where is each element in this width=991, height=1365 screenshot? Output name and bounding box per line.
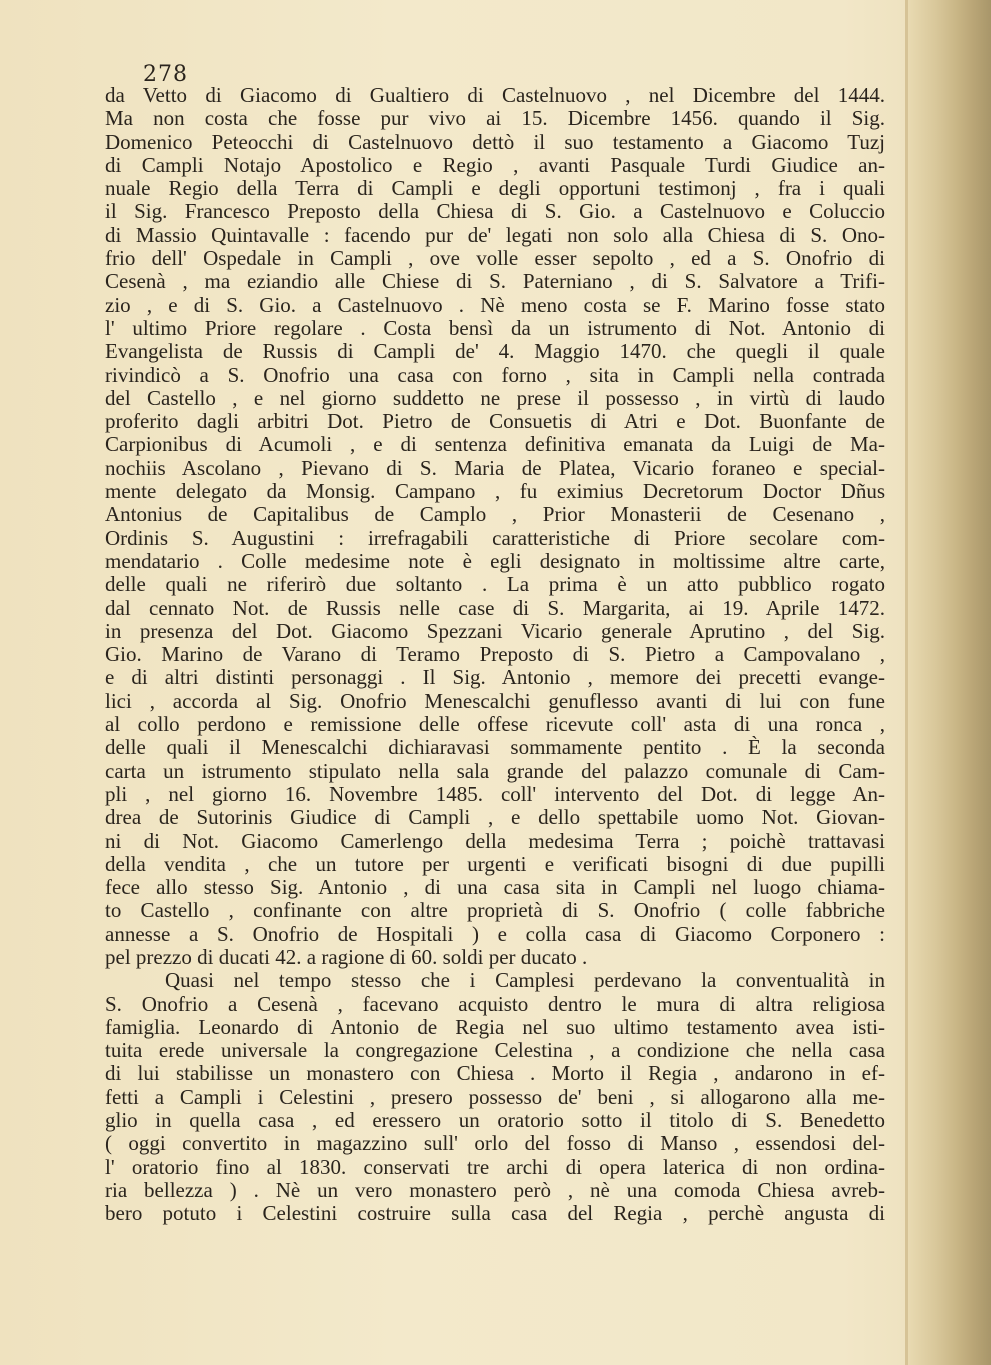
- text-line: l' oratorio fino al 1830. conservati tre archi di opera laterica di non ordina-: [105, 1155, 885, 1179]
- text-line: Domenico Peteocchi di Castelnuovo dettò il suo testamento a Giacomo Tuzj: [105, 130, 885, 154]
- text-line: famiglia. Leonardo di Antonio de Regia nel suo ultimo testamento avea isti-: [105, 1015, 885, 1039]
- text-line: di Massio Quintavalle : facendo pur de' legati non solo alla Chiesa di S. Ono-: [105, 223, 885, 247]
- text-line: ( oggi convertito in magazzino sull' orlo del fosso di Manso , essendosi del-: [105, 1132, 885, 1156]
- text-line: Evangelista de Russis di Campli de' 4. Maggio 1470. che quegli il quale: [105, 340, 885, 364]
- paragraph-first-line: Quasi nel tempo stesso che i Camplesi perdevano la conventualità in: [165, 969, 885, 993]
- book-spine: [905, 0, 991, 1365]
- text-line: l' ultimo Priore regolare . Costa bensì da un istrumento di Not. Antonio di: [105, 316, 885, 340]
- text-line: to Castello , confinante con altre proprietà di S. Onofrio ( colle fabbriche: [105, 899, 885, 923]
- text-line: nuale Regio della Terra di Campli e degli opportuni testimonj , fra i quali: [105, 177, 885, 201]
- body-text: [105, 84, 885, 1226]
- text-line: ni di Not. Giacomo Camerlengo della medesima Terra ; poichè trattavasi: [105, 829, 885, 853]
- text-line: il Sig. Francesco Preposto della Chiesa di S. Gio. a Castelnuovo e Coluccio: [105, 200, 885, 224]
- text-line: dal cennato Not. de Russis nelle case di S. Margarita, ai 19. Aprile 1472.: [105, 596, 885, 620]
- text-line: carta un istrumento stipulato nella sala grande del palazzo comunale di Cam-: [105, 759, 885, 783]
- text-line: Cesenà , ma eziandio alle Chiese di S. Paterniano , di S. Salvatore a Trifi-: [105, 270, 885, 294]
- text-line: bero potuto i Celestini costruire sulla casa del Regia , perchè angusta di: [105, 1202, 885, 1226]
- text-line: rivindicò a S. Onofrio una casa con forno , sita in Campli nella contrada: [105, 363, 885, 387]
- text-line: della vendita , che un tutore per urgenti e verificati bisogni di due pupilli: [105, 852, 885, 876]
- text-line: nochiis Ascolano , Pievano di S. Maria de Platea, Vicario foraneo e special-: [105, 456, 885, 480]
- text-line: fece allo stesso Sig. Antonio , di una casa sita in Campli nel luogo chiama-: [105, 876, 885, 900]
- text-line: delle quali il Menescalchi dichiaravasi sommamente pentito . È la seconda: [105, 736, 885, 760]
- text-line: delle quali ne riferirò due soltanto . La prima è un atto pubblico rogato: [105, 573, 885, 597]
- text-line: pli , nel giorno 16. Novembre 1485. coll' intervento del Dot. di legge An-: [105, 782, 885, 806]
- text-line: Ordinis S. Augustini : irrefragabili caratteristiche di Priore secolare com-: [105, 526, 885, 550]
- text-line: Ma non costa che fosse pur vivo ai 15. Dicembre 1456. quando il Sig.: [105, 107, 885, 131]
- text-line: zio , e di S. Gio. a Castelnuovo . Nè meno costa se F. Marino fosse stato: [105, 293, 885, 317]
- text-line: Gio. Marino de Varano di Teramo Preposto di S. Pietro a Campovalano ,: [105, 643, 885, 667]
- text-line: fetti a Campli i Celestini , presero possesso de' beni , si allogarono alla me-: [105, 1085, 885, 1109]
- text-line: in presenza del Dot. Giacomo Spezzani Vicario generale Aprutino , del Sig.: [105, 619, 885, 643]
- text-line: mendatario . Colle medesime note è egli designato in moltissime altre carte,: [105, 549, 885, 573]
- text-line: tuita erede universale la congregazione Celestina , a condizione che nella casa: [105, 1039, 885, 1063]
- text-line: mente delegato da Monsig. Campano , fu eximius Decretorum Doctor Dñus: [105, 480, 885, 504]
- text-line: proferito dagli arbitri Dot. Pietro de Consuetis di Atri e Dot. Buonfante de: [105, 410, 885, 434]
- text-line: ria bellezza ) . Nè un vero monastero però , nè una comoda Chiesa avreb-: [105, 1178, 885, 1202]
- text-line: lici , accorda al Sig. Onofrio Menescalchi genuflesso avanti di lui con fune: [105, 689, 885, 713]
- text-line: frio dell' Ospedale in Campli , ove volle esser sepolto , ed a S. Onofrio di: [105, 247, 885, 271]
- page-number: 278: [143, 62, 188, 87]
- text-line: e di altri distinti personaggi . Il Sig. Antonio , memore dei precetti evange-: [105, 666, 885, 690]
- text-line: Antonius de Capitalibus de Camplo , Prior Monasterii de Cesenano ,: [105, 503, 885, 527]
- text-line: Carpionibus di Acumoli , e di sentenza definitiva emanata da Luigi de Ma-: [105, 433, 885, 457]
- text-line: drea de Sutorinis Giudice di Campli , e dello spettabile uomo Not. Giovan-: [105, 806, 885, 830]
- text-line: di Campli Notajo Apostolico e Regio , avanti Pasquale Turdi Giudice an-: [105, 153, 885, 177]
- paragraph-last-line: pel prezzo di ducati 42. a ragione di 60. soldi per ducato .: [105, 945, 588, 969]
- text-line: del Castello , e nel giorno suddetto ne prese il possesso , in virtù di laudo: [105, 386, 885, 410]
- text-line: da Vetto di Giacomo di Gualtiero di Castelnuovo , nel Dicembre del 1444.: [105, 84, 885, 107]
- page-edge: [905, 0, 908, 1365]
- text-line: S. Onofrio a Cesenà , facevano acquisto dentro le mura di altra religiosa: [105, 992, 885, 1016]
- text-line: annesse a S. Onofrio de Hospitali ) e colla casa di Giacomo Corponero :: [105, 922, 885, 946]
- text-line: di lui stabilisse un monastero con Chiesa . Morto il Regia , andarono in ef-: [105, 1062, 885, 1086]
- text-line: glio in quella casa , ed eressero un oratorio sotto il titolo di S. Benedetto: [105, 1109, 885, 1133]
- text-line: al collo perdono e remissione delle offese ricevute coll' asta di una ronca ,: [105, 713, 885, 737]
